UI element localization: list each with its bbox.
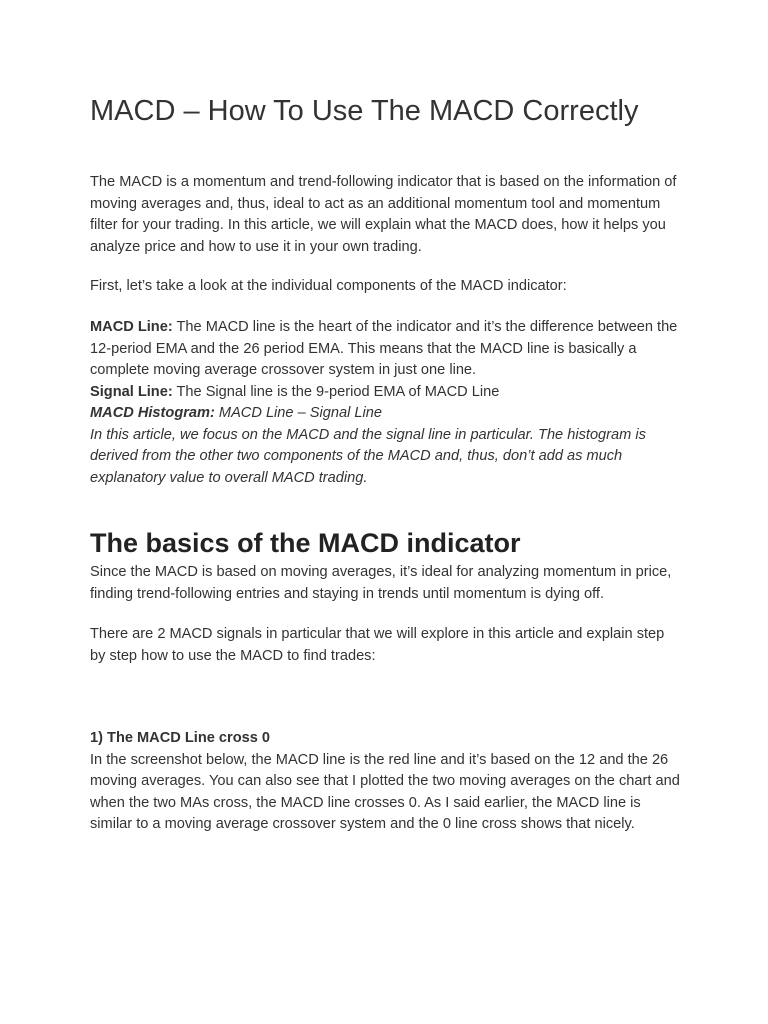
basics-paragraph: Since the MACD is based on moving averages, it’s ideal for analyzing momentum in price, finding trend-following entries and staying in trends until momentum is dying off. [90, 564, 672, 602]
subsection-paragraph: In the screenshot below, the MACD line is the red line and it’s based on the 12 and the 26 moving averages. You can also see that I plotted the two moving averages on the chart and when the two MAs cross, the MACD line crosses 0. As I said earlier, the MACD line is similar to a moving average crossover system and the 0 line cross shows that nicely. [90, 751, 680, 832]
signal-line-definition [90, 382, 680, 404]
subsection [90, 728, 680, 836]
signal-line-text: The Signal line is the 9-period EMA of MACD Line [172, 383, 500, 400]
subsection-heading: 1) The MACD Line cross 0 [90, 730, 271, 746]
signal-line-label: Signal Line: [90, 383, 173, 400]
histogram-definition [90, 403, 680, 425]
focus-note: In this article, we focus on the MACD and the signal line in particular. The histogram is derived from the other two components of the MACD and, thus, don’t add as much explanatory value to overall MACD trading. [90, 426, 646, 486]
macd-line-definition [90, 317, 680, 382]
macd-line-text: The MACD line is the heart of the indicator and it’s the difference between the 12-period EMA and the 26 period EMA. This means that the MACD line is basically a complete moving average crossover system in just one line. [90, 319, 678, 378]
intro-paragraph: The MACD is a momentum and trend-following indicator that is based on the information of moving averages and, thus, ideal to act as an additional momentum tool and momentum filter for your trading. In this article, we will explain what the MACD does, how it helps you analyze price and how to use it in your own trading. [90, 174, 677, 255]
histogram-label: MACD Histogram: [90, 405, 215, 421]
section-heading: The basics of the MACD indicator [90, 528, 521, 558]
components-intro-paragraph: First, let’s take a look at the individual components of the MACD indicator: [90, 278, 567, 294]
signals-paragraph: There are 2 MACD signals in particular that we will explore in this article and explain step by step how to use the MACD to find trades: [90, 626, 665, 664]
histogram-text: MACD Line – Signal Line [214, 405, 382, 421]
article-title: MACD – How To Use The MACD Correctly [90, 95, 639, 127]
components-list [90, 317, 680, 489]
macd-line-label: MACD Line: [90, 319, 173, 335]
